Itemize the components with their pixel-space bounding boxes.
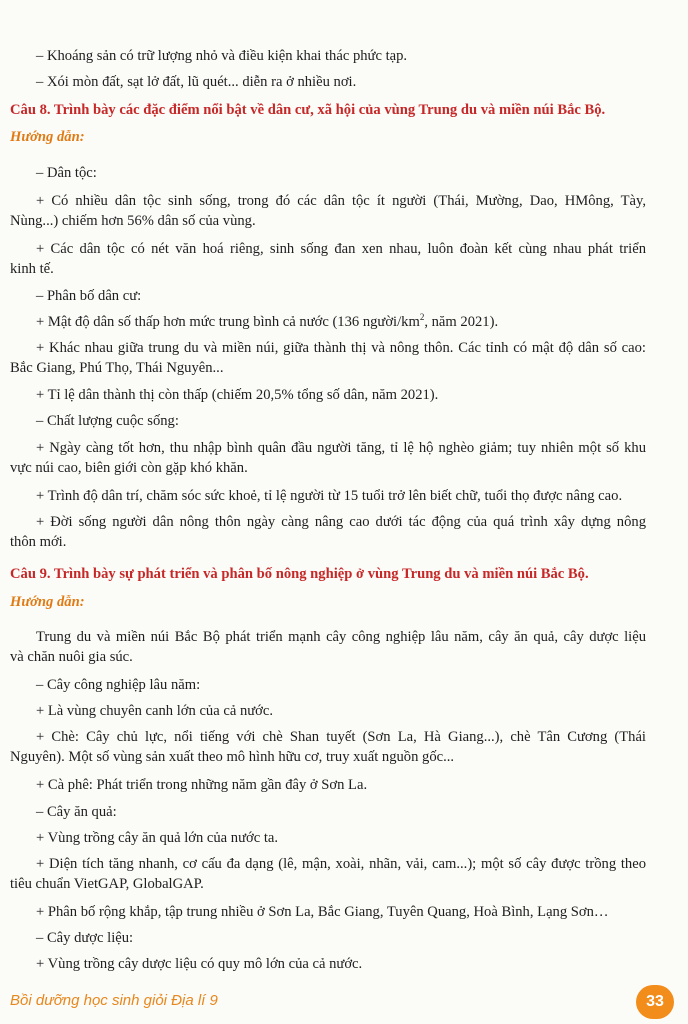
text-line: + Có nhiều dân tộc sinh sống, trong đó các dân tộc ít người (Thái, Mường, Dao, HMông, Tày, (36, 193, 646, 209)
text-line: + Cà phê: Phát triển trong những năm gần đây ở Sơn La. (36, 777, 368, 793)
text-line: kinh tế. (10, 261, 54, 277)
text-line: + Các dân tộc có nét văn hoá riêng, sinh sống đan xen nhau, luôn đoàn kết cùng nhau phát triển (36, 241, 646, 257)
text-line: + Vùng trồng cây dược liệu có quy mô lớn của cả nước. (36, 956, 363, 972)
page-number-badge: 33 (636, 985, 674, 1019)
text-line: – Cây công nghiệp lâu năm: (36, 677, 201, 693)
text-line: và chăn nuôi gia súc. (10, 649, 133, 665)
guide-label: Hướng dẫn: (10, 129, 85, 145)
text-line: + Ngày càng tốt hơn, thu nhập bình quân đầu người tăng, tỉ lệ hộ nghèo giảm; tuy nhiên một số khu (36, 440, 646, 456)
text-line: – Khoáng sản có trữ lượng nhỏ và điều kiện khai thác phức tạp. (36, 48, 408, 64)
text-line: thôn mới. (10, 534, 67, 550)
text-line: – Cây dược liệu: (36, 930, 134, 946)
text-line: + Chè: Cây chủ lực, nổi tiếng với chè Shan tuyết (Sơn La, Hà Giang...), chè Tân Cương (Thái (36, 729, 646, 745)
book-title-footer: Bồi dưỡng học sinh giỏi Địa lí 9 (10, 992, 218, 1009)
guide-label: Hướng dẫn: (10, 594, 85, 610)
text-line: – Xói mòn đất, sạt lở đất, lũ quét... diễn ra ở nhiều nơi. (36, 74, 357, 90)
text-line: – Chất lượng cuộc sống: (36, 413, 179, 429)
text-line: Nguyên). Một số vùng sản xuất theo mô hình hữu cơ, truy xuất nguồn gốc... (10, 749, 455, 765)
text-line: + Đời sống người dân nông thôn ngày càng nâng cao dưới tác động của quá trình xây dựng nông (36, 514, 646, 530)
text-line: + Tỉ lệ dân thành thị còn thấp (chiếm 20,5% tổng số dân, năm 2021). (36, 387, 439, 403)
text-line: + Khác nhau giữa trung du và miền núi, giữa thành thị và nông thôn. Các tỉnh có mật độ dân số cao: (36, 340, 646, 356)
text-line: – Phân bố dân cư: (36, 288, 142, 304)
question-8-heading: Câu 8. Trình bày các đặc điểm nổi bật về dân cư, xã hội của vùng Trung du và miền núi Bắc Bộ. (10, 102, 606, 118)
text-line: + Diện tích tăng nhanh, cơ cấu đa dạng (lê, mận, xoài, nhãn, vải, cam...); một số cây được trồng theo (36, 856, 646, 872)
text-line: Nùng...) chiếm hơn 56% dân số của vùng. (10, 213, 256, 229)
text-line: – Cây ăn quả: (36, 804, 117, 820)
text-line: + Vùng trồng cây ăn quả lớn của nước ta. (36, 830, 279, 846)
text-line: + Phân bố rộng khắp, tập trung nhiều ở Sơn La, Bắc Giang, Tuyên Quang, Hoà Bình, Lạng Sơn… (36, 904, 609, 920)
text-line: Bắc Giang, Phú Thọ, Thái Nguyên... (10, 360, 224, 376)
text-line-density: + Mật độ dân số thấp hơn mức trung bình cả nước (136 người/$km^2$, năm 2021). (36, 312, 499, 330)
text-line: vực núi cao, biên giới còn gặp khó khăn. (10, 460, 248, 476)
text-line: + Trình độ dân trí, chăm sóc sức khoẻ, tỉ lệ người từ 15 tuổi trở lên biết chữ, tuổi thọ được nâng cao. (36, 488, 623, 504)
text-line: + Là vùng chuyên canh lớn của cả nước. (36, 703, 274, 719)
text-line: tiêu chuẩn VietGAP, GlobalGAP. (10, 876, 204, 892)
text-line: Trung du và miền núi Bắc Bộ phát triển mạnh cây công nghiệp lâu năm, cây ăn quả, cây dược liệu (36, 629, 646, 645)
question-9-heading: Câu 9. Trình bày sự phát triển và phân bố nông nghiệp ở vùng Trung du và miền núi Bắc Bộ. (10, 566, 589, 582)
text-line: – Dân tộc: (36, 165, 97, 181)
